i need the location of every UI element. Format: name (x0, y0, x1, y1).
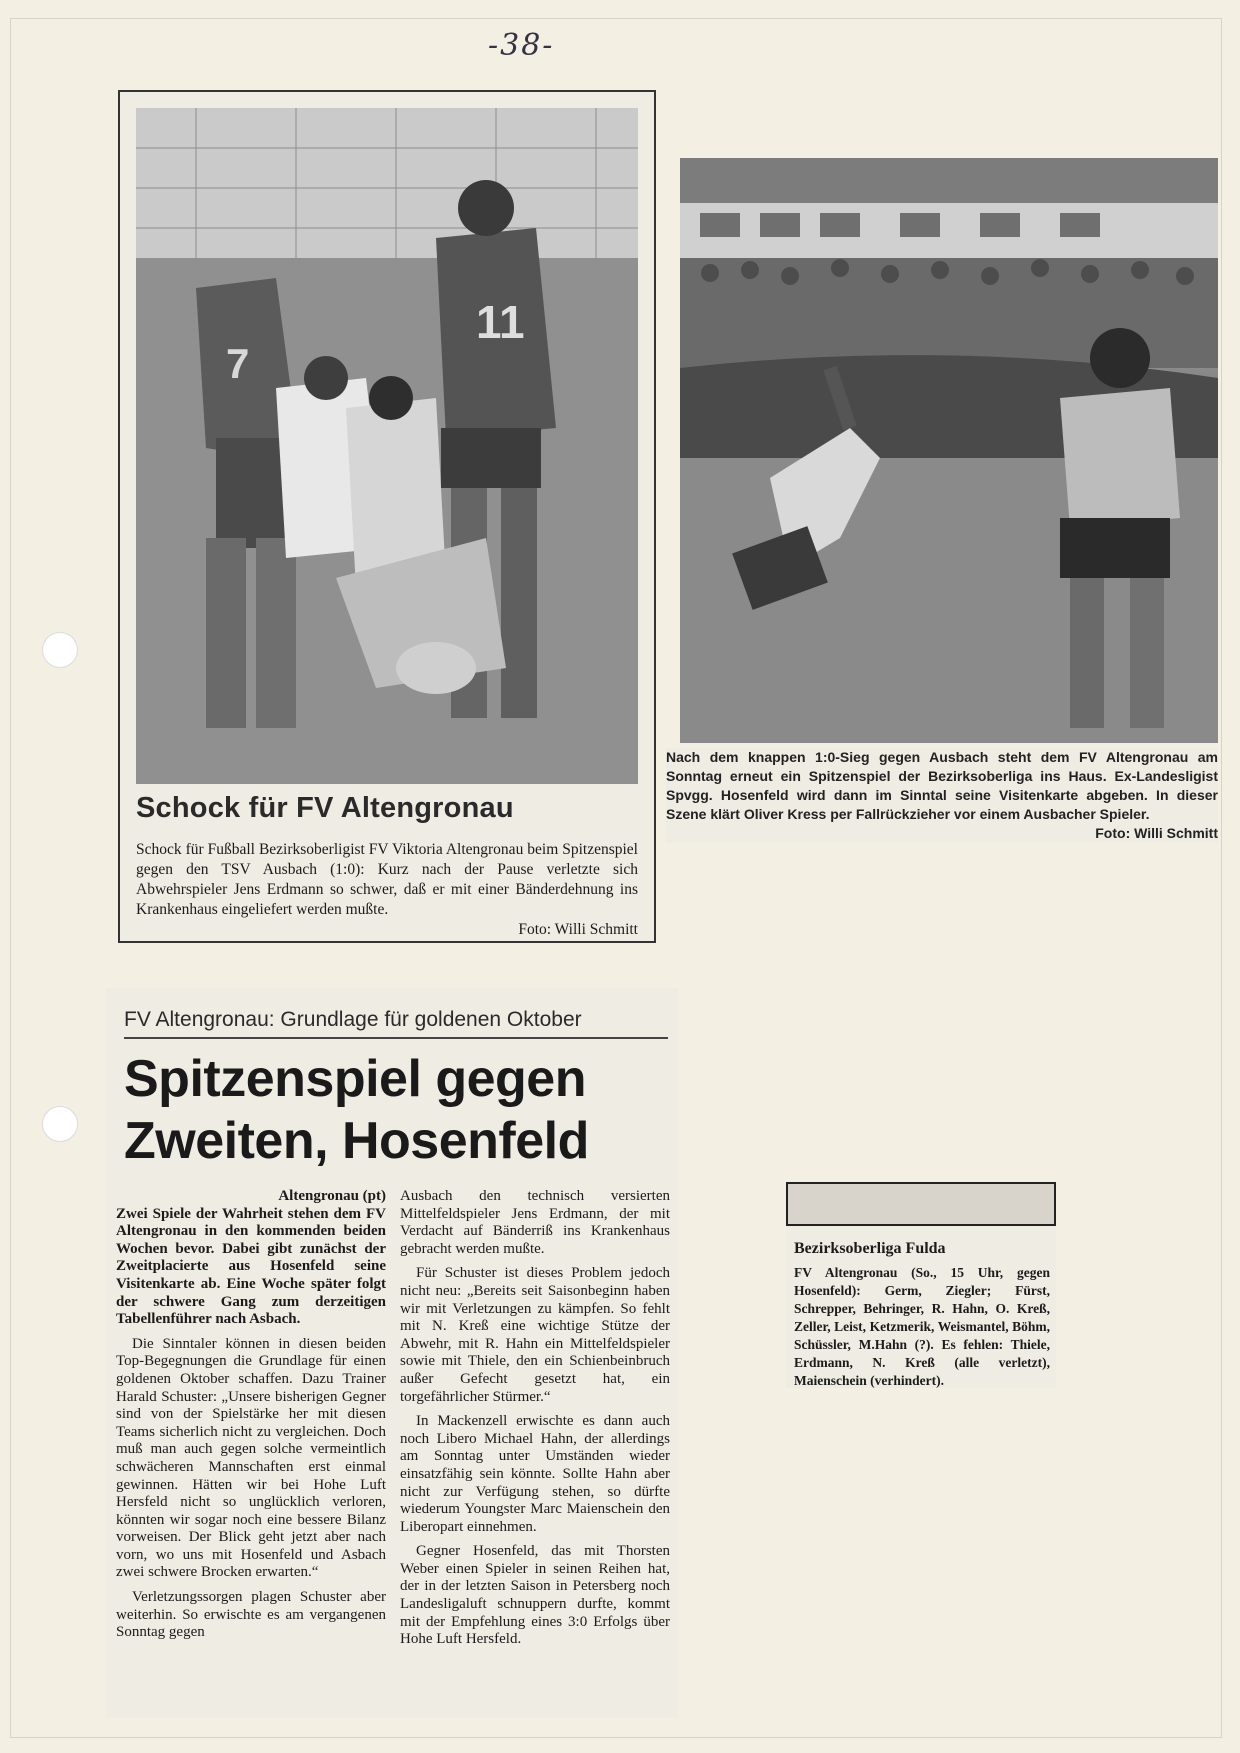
clipping-2-caption (666, 748, 1218, 843)
clipping-2-photo-credit: Foto: Willi Schmitt (1095, 825, 1218, 841)
article-headline: Spitzenspiel gegen Zweiten, Hosenfeld (124, 1050, 589, 1170)
clipping-article (106, 988, 678, 1718)
article-kicker: FV Altengronau: Grundlage für goldenen Oktober (124, 1008, 668, 1039)
article-paragraph: In Mackenzell erwischte es dann auch noch Libero Michael Hahn, der allerdings am Sonntag unter Umständen wieder einsatzfähig sein könnte. Sollte Hahn aber nicht zur Verfügung stehen, so dürfte wiederum Youngster Marc Maienschein den Liberopart einnehmen. (400, 1413, 670, 1535)
clipping-1-caption-text: Schock für Fußball Bezirksoberligist FV Viktoria Altengronau beim Spitzenspiel gegen den TSV Ausbach (1:0): Kurz nach der Pause verletzte sich Abwehrspieler Jens Erdmann so schwer, daß er mit einer Bänderdehnung ins Krankenhaus eingeliefert werden mußte. (136, 841, 638, 918)
article-paragraph: Ausbach den technisch versierten Mittelfeldspieler Jens Erdmann, der mit Verdacht auf Bänderriß ins Krankenhaus gebracht werden mußte. (400, 1188, 670, 1257)
photo-bicycle-kick (680, 158, 1218, 743)
article-column-2 (400, 1188, 670, 1656)
clipping-injury-photo (118, 90, 656, 943)
photo-jersey-number-11: 11 (476, 296, 525, 348)
clipping-1-photo-credit: Foto: Willi Schmitt (518, 921, 638, 938)
photo-injured-player (136, 108, 638, 784)
article-dateline: Altengronau (pt) (278, 1188, 386, 1204)
photo-scene-1 (136, 108, 638, 784)
lineup-box-body: FV Altengronau (So., 15 Uhr, gegen Hosenfeld): Germ, Ziegler; Fürst, Schrepper, Behringer, R. Hahn, O. Kreß, Zeller, Leist, Ketzmerik, Weismantel, Böhm, Schüssler, M.Hahn (?). Es fehlen: Thiele, Erdmann, N. Kreß (alle verletzt), Maienschein (verhindert). (794, 1265, 1050, 1388)
clipping-1-caption (136, 840, 638, 940)
article-paragraph: Gegner Hosenfeld, das mit Thorsten Weber einen Spieler in seinen Reihen hat, der in der letzten Saison in Petersberg noch Landesligaluft schnuppern durfte, kommt mit der Empfehlung eines 3:0 Erfolgs über Hohe Luft Hersfeld. (400, 1543, 670, 1648)
clipping-1-headline: Schock für FV Altengronau (136, 792, 514, 824)
clipping-lineup-box (786, 1182, 1056, 1388)
lineup-box-header-bar (786, 1182, 1056, 1226)
article-paragraph: Für Schuster ist dieses Problem jedoch nicht neu: „Bereits seit Saisonbeginn haben wir mit Verletzungen zu kämpfen. So fehlt mit N. Kreß eine wichtige Stütze der Abwehr, mit R. Hahn ein Mittelfeldspieler sowie mit Thiele, den ein Schienbeinbruch außer Gefecht gesetzt hat, ein torgefährlicher Stürmer.“ (400, 1265, 670, 1405)
article-paragraph: Verletzungssorgen plagen Schuster aber weiterhin. So erwischte es am vergangenen Sonntag gegen (116, 1589, 386, 1641)
article-paragraph: Die Sinntaler können in diesen beiden Top-Begegnungen die Grundlage für einen goldenen Oktober schaffen. Dazu Trainer Harald Schuster: „Unsere bisherigen Gegner sind von der Spielstärke her mit diesen Teams sicherlich nicht zu vergleichen. Doch muß man auch gegen solche vermeintlich schwächeren Mannschaften erst einmal gewinnen. Hätten wir bei Hohe Luft Hersfeld nicht so unglücklich verloren, könnten wir sogar noch eine bessere Bilanz vorweisen. Der Blick geht jetzt aber nach vorn, wo uns mit Hosenfeld und Asbach zwei schwere Brocken erwarten.“ (116, 1335, 386, 1581)
lineup-box-title: Bezirksoberliga Fulda (794, 1240, 946, 1257)
article-column-1 (116, 1188, 386, 1649)
clipping-2-caption-text: Nach dem knappen 1:0-Sieg gegen Ausbach steht dem FV Altengronau am Sonntag erneut ein Spitzenspiel der Bezirksoberliga ins Haus. Ex-Landesligist Spvgg. Hosenfeld wird dann im Sinntal seine Visitenkarte abgeben. In dieser Szene klärt Oliver Kress per Fallrückzieher vor einem Ausbacher Spieler. (666, 749, 1218, 822)
article-lead: Zwei Spiele der Wahrheit stehen dem FV Altengronau in den kommenden beiden Wochen bevor. Dabei gibt zunächst der Zweitplacierte aus Hosenfeld seine Visitenkarte ab. Eine Woche später folgt der schwere Gang zum derzeitigen Tabellenführer nach Asbach. (116, 1205, 386, 1328)
punch-hole-bottom (42, 1106, 78, 1142)
punch-hole-top (42, 632, 78, 668)
photo-jersey-number-7: 7 (226, 340, 250, 387)
photo-scene-2 (680, 158, 1218, 743)
handwritten-page-number: -38- (488, 28, 555, 63)
